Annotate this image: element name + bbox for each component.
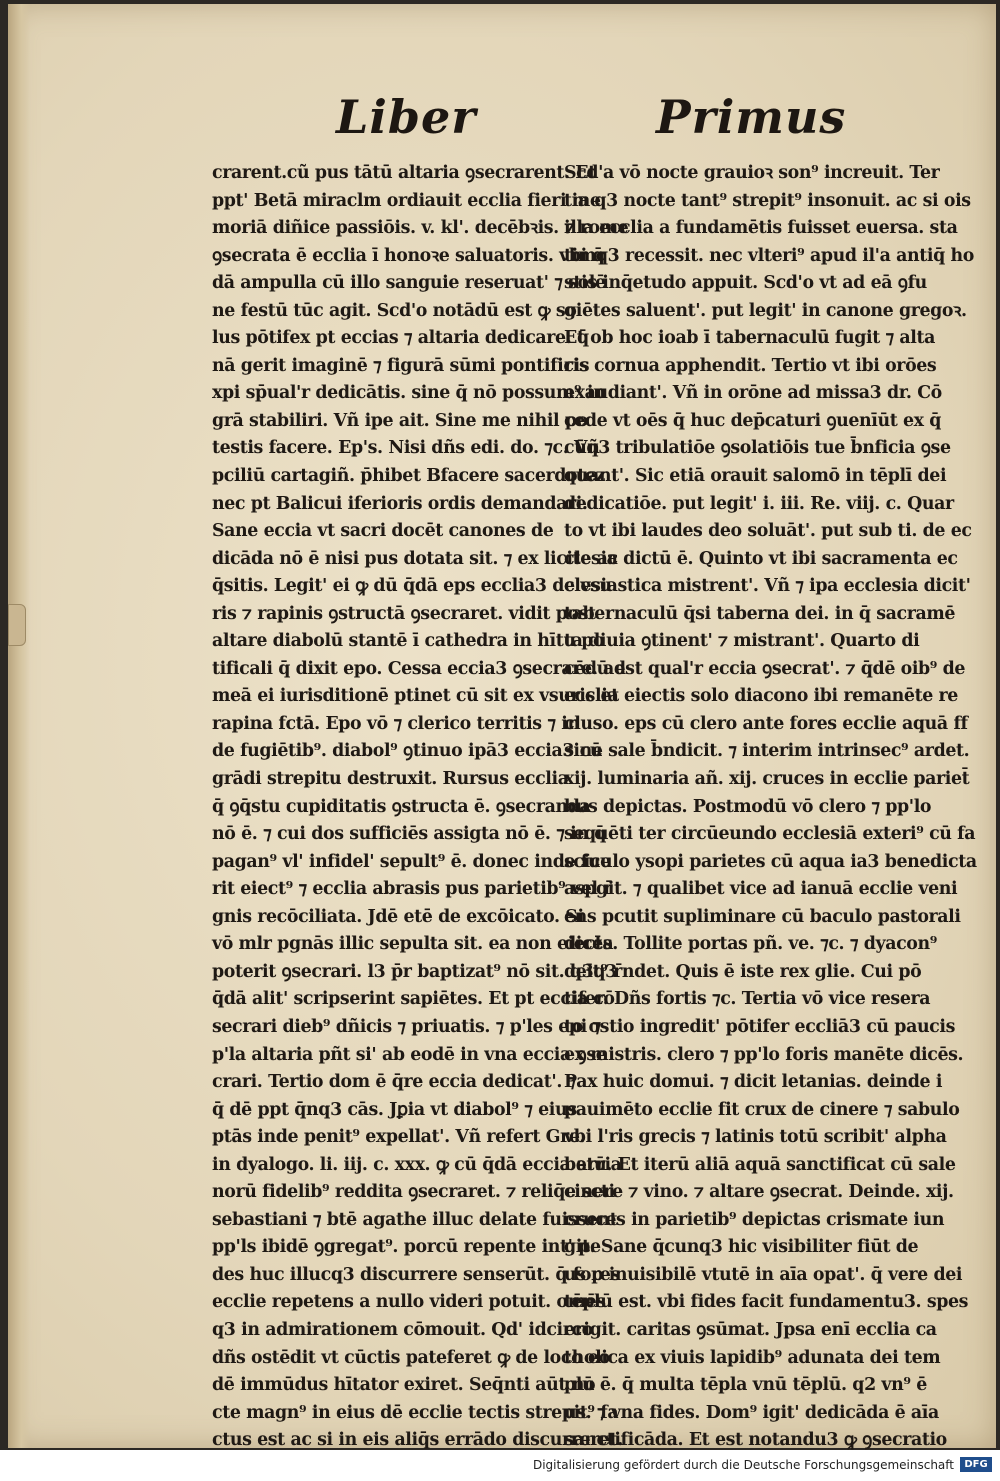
text-line: bus depictas. Postmodū vō clero ⁊ pp'lo	[564, 796, 932, 817]
text-line: nā gerit imaginē ⁊ figurā sūmi pontificis	[212, 355, 590, 376]
text-line: rapina fctā. Epo vō ⁊ clerico territis ⁊ in	[212, 713, 580, 734]
text-line: q̄sitis. Legit' ei ꝙ dū q̄dā eps ecclia3 de vsu	[212, 576, 612, 597]
text-line: cede vt oēs q̄ huc dep̄caturi ꝯuenīūt ex q̄	[564, 410, 942, 431]
text-line: poterit ꝯsecrari. l3 p̄r baptizat⁹ nō sit. q3q3	[212, 961, 617, 982]
text-line: grādi strepitu destruxit. Rursus ecclia	[212, 769, 569, 790]
text-line: pauimēto ecclie fit crux de cinere ⁊ sabulo	[564, 1099, 960, 1120]
text-line: sanctificāda. Et est notandu3 ꝙ ꝯsecratio	[564, 1430, 947, 1451]
text-line: cūq3 tribulatiōe ꝯsolatiōis tue b̄nficia ꝯse	[564, 438, 951, 459]
dfg-logo: DFG	[960, 1457, 992, 1472]
text-line: p'la altaria pñt si' ab eodē in vna eccia ꝯse	[212, 1044, 607, 1065]
text-line: sequēti ter circūeundo ecclesiā exteri⁹ cū fa	[564, 824, 976, 845]
text-column-left	[212, 160, 629, 1455]
running-head-left: Liber	[336, 90, 477, 144]
text-line: gnis recōciliata. Jdē etē de excōicato. Si	[212, 906, 584, 927]
text-line: ta diuia ꝯtinent' ⁊ mistrant'. Quarto di	[564, 631, 920, 652]
text-line: dicāda nō ē nisi pus dotata sit. ⁊ ex licite ac	[212, 548, 618, 569]
text-column-right	[564, 160, 977, 1455]
text-line: timq3 recessit. nec vlteri⁹ apud il'a antiq̄ ho	[564, 245, 974, 266]
running-head-right: Primus	[656, 90, 847, 144]
text-line: Pax huic domui. ⁊ dicit letanias. deinde i	[564, 1072, 943, 1093]
text-line: us. ⁊ vna fides. Dom⁹ igit' dedicāda ē aīa	[564, 1402, 939, 1423]
text-line: ris cornua apphendit. Tertio vt ibi orōes	[564, 355, 937, 376]
text-line: sine sale b̄ndicit. ⁊ interim intrinsec⁹ ardet.	[564, 741, 970, 762]
text-line: tabernaculū q̄si taberna dei. in q̄ sacramē	[564, 603, 956, 624]
text-line: pciliū cartagiñ. p̄hibet Bfacere sacerdotez	[212, 466, 606, 487]
text-line: plū ē. q̄ multa tēpla vnū tēplū. q2 vn⁹ ē	[564, 1375, 927, 1396]
text-line: meā ei iurisditionē ptinet cū sit ex vsuris et	[212, 686, 619, 707]
text-line: dicēs. Tollite portas pñ. ve. ⁊c. ⁊ dyacon⁹	[564, 934, 937, 955]
text-line: dā ampulla cū illo sanguie reseruat' ⁊ solē	[212, 273, 606, 294]
text-line: to vt ibi laudes deo soluāt'. put sub ti. de ec	[564, 521, 972, 542]
text-line: q̄ dē ppt q̄nq3 cās. Jꝑia vt diabol⁹ ⁊ eius	[212, 1099, 577, 1120]
text-line: ens pcutit supliminare cū baculo pastorali	[564, 906, 961, 927]
text-line: Scd'a vō nocte grauioꝛ son⁹ increuit. Ter	[564, 163, 940, 183]
text-line: cte magn⁹ in eius dē ecclie tectis strepit⁹ fa	[212, 1402, 619, 1423]
text-line: vō mlr pgnās illic sepulta sit. ea non eiecta	[212, 934, 614, 955]
text-line: xpi sp̄ual'r dedicātis. sine q̄ nō possum⁹ in	[212, 383, 606, 404]
text-line: cinere ⁊ vino. ⁊ altare ꝯsecrat. Deinde. xij.	[564, 1182, 954, 1203]
text-line: de fugiētib⁹. diabol⁹ ꝯtinuo ipā3 eccia3 cū	[212, 741, 603, 762]
text-line: git. Sane q̄cunq3 hic visibiliter fiūt de	[564, 1237, 919, 1258]
text-line: in dyalogo. li. iij. c. xxx. ꝙ cū q̄dā eccia arria	[212, 1154, 622, 1175]
text-line: cēdū est qual'r eccia ꝯsecrat'. ⁊ q̄dē oib⁹ de	[564, 658, 966, 679]
text-line: cruces in parietib⁹ depictas crismate iun	[564, 1209, 945, 1230]
text-line: secrari dieb⁹ dñicis ⁊ priuatis. ⁊ p'les epi ⁊	[212, 1016, 601, 1037]
text-line: tēplū est. vbi fides facit fundamentu3. spes	[564, 1292, 969, 1313]
text-line: moriā diñice passiōis. v. kl'. decēbꝛis. ⁊ rome	[212, 218, 629, 239]
text-line: clesia dictū ē. Quinto vt ibi sacramenta ec	[564, 548, 958, 569]
text-line: exaudiant'. Vñ in orōne ad missa3 dr. Cō	[564, 383, 942, 404]
text-line: q̄dā alit' scripserint sapiētes. Et pt eccia cō	[212, 989, 615, 1010]
text-line: Et ob hoc ioab ī tabernaculū fugit ⁊ alta	[564, 328, 935, 349]
text-line: quant'. Sic etiā orauit salomō in tēplī dei	[564, 466, 947, 487]
text-line: dedicatiōe. put legit' i. iii. Re. viij. c. Quar	[564, 493, 954, 514]
text-line: crarent.cũ pus tātū altaria ꝯsecrarent. Et	[212, 163, 596, 183]
text-line: clesiastica mistrent'. Vñ ⁊ ipa ecclesia dicit'	[564, 576, 971, 597]
text-line: illa ecclia a fundamētis fuisset euersa. sta	[564, 218, 958, 239]
text-line: cluso. eps cū clero ante fores ecclie aquā ff	[564, 713, 968, 734]
text-line: ne festū tūc agit. Scd'o notādū est ꝙ so	[212, 300, 577, 321]
text-line: betū. Et iterū aliā aquā sanctificat cū sale	[564, 1154, 956, 1175]
text-line: to ostio ingredit' pōtifer eccliā3 cū paucis	[564, 1016, 955, 1037]
text-line: stis inq̄etudo appuit. Scd'o vt ad eā ꝯfu	[564, 273, 927, 294]
text-line: aspgit. ⁊ qualibet vice ad ianuā ecclie veni	[564, 879, 958, 900]
text-line: pagan⁹ vl' infidel' sepult⁹ ē. donec inde fue	[212, 851, 611, 872]
text-line: testis facere. Ep's. Nisi dñs edi. do. ⁊c. Vñ	[212, 438, 600, 459]
text-line: ex mistris. clero ⁊ pp'lo foris manēte dicēs.	[564, 1044, 964, 1065]
text-line: altare diabolū stantē ī cathedra in hītu po	[212, 631, 605, 652]
text-line: q̄ ꝯq̄stu cupiditatis ꝯstructa ē. ꝯsecranda	[212, 796, 591, 817]
footer-credit: Digitalisierung gefördert durch die Deutsche Forschungsgemeinschaft	[532, 1458, 954, 1472]
text-line: giētes saluent'. put legit' in canone gregoꝛ.	[564, 300, 967, 321]
book-page	[8, 4, 996, 1451]
text-line: dñs ostēdit vt cūctis pateferet ꝙ de loco eo	[212, 1347, 610, 1368]
text-line: ris ⁊ rapinis ꝯstructā ꝯsecraret. vidit post	[212, 603, 596, 624]
text-line: grā stabiliri. Vñ ipe ait. Sine me nihil po	[212, 410, 588, 431]
text-line: vbi l'ris grecis ⁊ latinis totū scribit' alpha	[564, 1127, 947, 1148]
text-line: ꝯsecrata ē ecclia ī honoꝛe saluatoris. vbi q̄	[212, 245, 605, 266]
text-line: lus pōtifex pt eccias ⁊ altaria dedicare. q̄	[212, 328, 589, 349]
text-line: dē immūdus hītator exiret. Seq̄nti aūt no	[212, 1375, 596, 1396]
text-line: nec pt Balicui iferioris ordis demandari.	[212, 493, 588, 514]
digitization-footer	[0, 1450, 1000, 1481]
text-line: ctus est ac si in eis aliq̄s errādo discurreret.	[212, 1430, 623, 1451]
text-line: deīt⁹ r̄ndet. Quis ē iste rex glie. Cui pō	[564, 961, 922, 982]
text-line: sciculo ysopi parietes cū aqua ia3 benedicta	[564, 851, 977, 872]
text-line: q3 in admirationem cōmouit. Qd' idcirco	[212, 1319, 593, 1340]
text-line: ecclia eiectis solo diacono ibi remanēte re	[564, 686, 958, 707]
page-tab	[8, 604, 26, 646]
text-line: nō ē. ⁊ cui dos sufficiēs assigta nō ē. ⁊ in q̄	[212, 824, 606, 845]
text-line: tificali q̄ dixit epo. Cessa eccia3 ꝯsecrare. ad	[212, 658, 626, 679]
text-line: Sane eccia vt sacri docēt canones de	[212, 521, 554, 542]
text-line: tifer. Dñs fortis ⁊c. Tertia vō vice resera	[564, 989, 931, 1010]
text-line: tia q3 nocte tant⁹ strepit⁹ insonuit. ac si ois	[564, 190, 971, 211]
text-line: crari. Tertio dom ē q̄re eccia dedicat'. ⁊	[212, 1072, 576, 1093]
text-line: rit eiect⁹ ⁊ ecclia abrasis pus parietib⁹ vel r̄	[212, 879, 613, 900]
text-line: ptās inde penit⁹ expellat'. Vñ refert Gre.	[212, 1127, 586, 1148]
text-line: tholica ex viuis lapidib⁹ adunata dei tem	[564, 1347, 941, 1368]
text-line: us p inuisibilē vtutē in aīa opat'. q̄ vere dei	[564, 1264, 963, 1285]
text-line: pp'ls ibidē ꝯgregat⁹. porcū repente int' pe	[212, 1237, 601, 1258]
text-line: des huc illucq3 discurrere senserūt. q̄ fores	[212, 1264, 620, 1285]
text-line: xij. luminaria añ. xij. cruces in ecclie pariet̄	[564, 769, 970, 790]
text-line: ppt' Betā miraclm ordiauit ecclia fieri me	[212, 190, 601, 211]
page-gutter-shadow	[8, 4, 30, 1448]
text-line: erigit. caritas ꝯsūmat. Jpsa enī ecclia ca	[564, 1319, 937, 1340]
text-line: sebastiani ⁊ btē agathe illuc delate fuissent	[212, 1209, 618, 1230]
text-line: norū fidelib⁹ reddita ꝯsecraret. ⁊ reliq̄e scti	[212, 1182, 615, 1203]
text-line: ecclie repetens a nullo videri potuit. omēs	[212, 1292, 606, 1313]
